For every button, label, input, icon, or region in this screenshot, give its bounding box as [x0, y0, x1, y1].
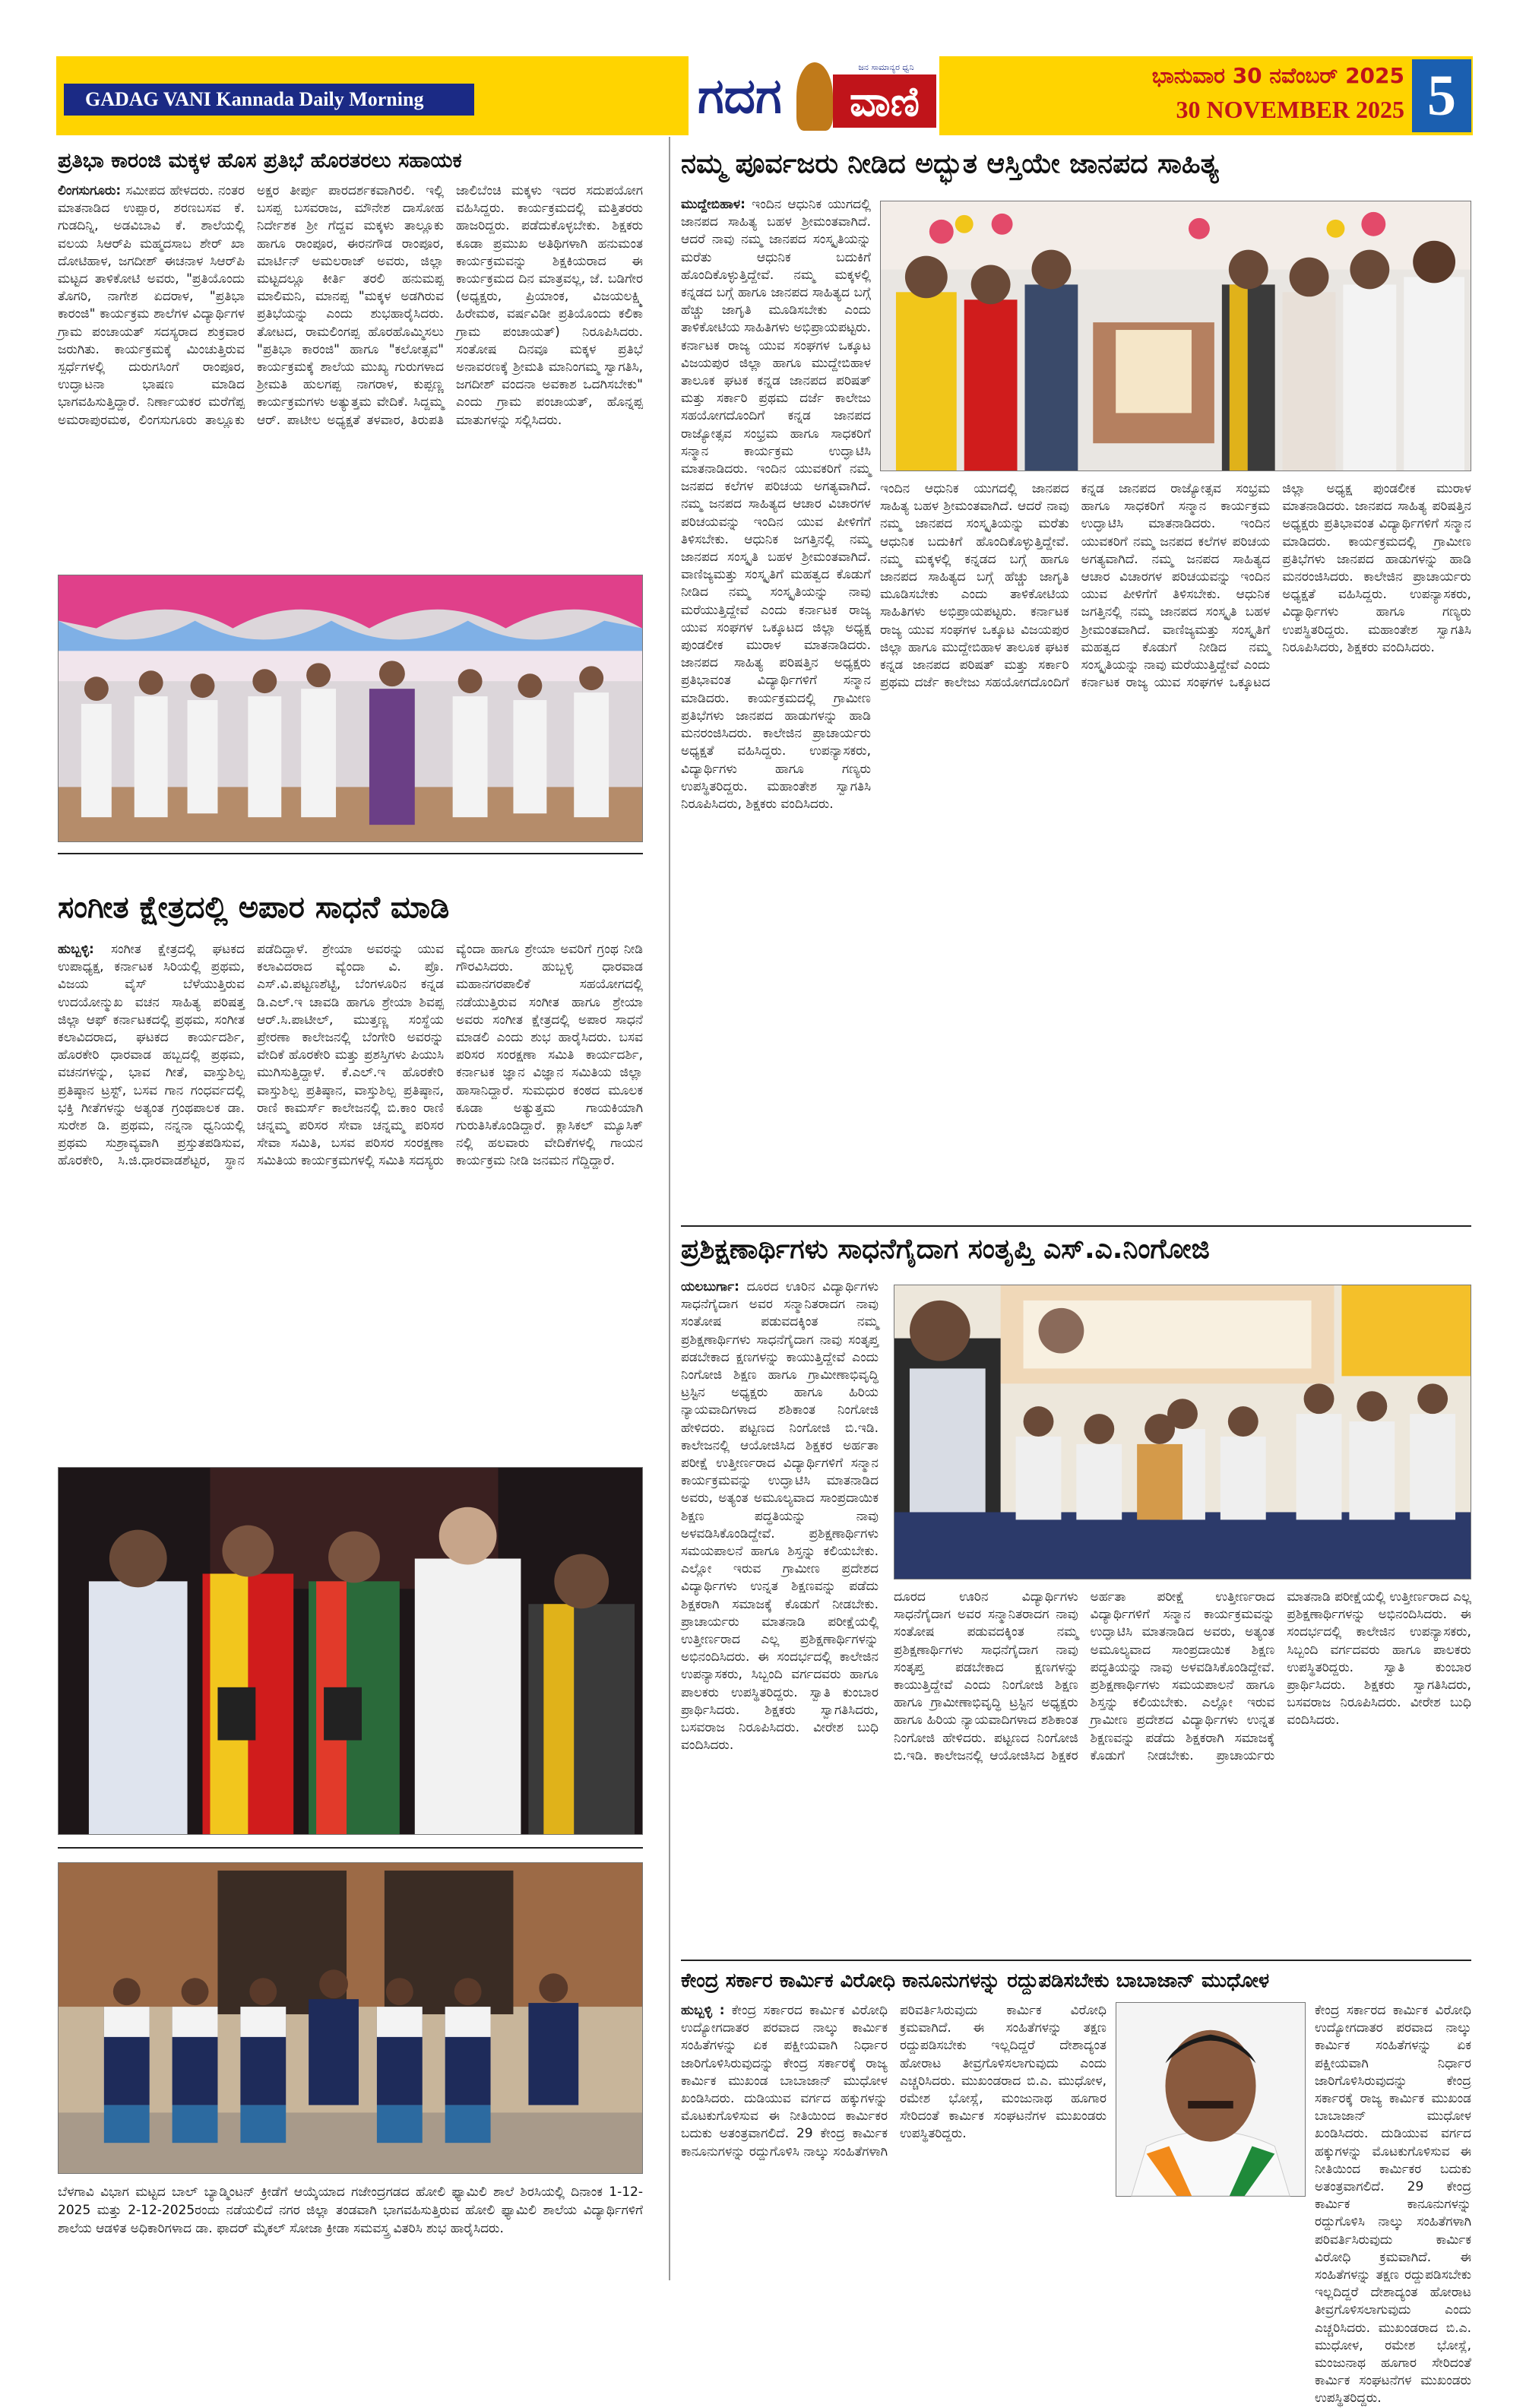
article-body-lead	[681, 196, 871, 1215]
article-text: ದೂರದ ಊರಿನ ವಿದ್ಯಾರ್ಥಿಗಳು ಸಾಧನೆಗೈದಾಗ ಅವರ ಸನ್ಮಾನಿತರಾದಗ ನಾವು ಸಂತೋಷ ಪಡುವದಕ್ಕಿಂತ ನಮ್ಮ ಪ್ರಶಿಕ್ಷಣಾರ್ಥಿಗಳು ಸಾಧನೆಗೈದಾಗ ನಾವು ಸಂತೃಪ್ತ ಪಡಬೇಕಾದ ಕ್ಷಣಗಳನ್ನು ಕಾಯುತ್ತಿದ್ದೇವೆ ಎಂದು ನಿಂಗೋಜಿ ಶಿಕ್ಷಣ ಹಾಗೂ ಗ್ರಾಮೀಣಾಭಿವೃದ್ಧಿ ಟ್ರಸ್ಟಿನ ಅಧ್ಯಕ್ಷರು ಹಾಗೂ ಹಿರಿಯ ನ್ಯಾಯವಾದಿಗಳಾದ ಶಶಿಕಾಂತ ನಿಂಗೋಜಿ ಹೇಳಿದರು. ಪಟ್ಟಣದ ನಿಂಗೋಜಿ ಬಿ.ಇಡಿ. ಕಾಲೇಜನಲ್ಲಿ ಆಯೋಜಿಸಿದ ಶಿಕ್ಷಕರ ಅರ್ಹತಾ ಪರೀಕ್ಷೆ ಉತ್ತೀರ್ಣರಾದ ವಿದ್ಯಾರ್ಥಿಗಳಿಗೆ ಸನ್ಮಾನ ಕಾರ್ಯಕ್ರಮವನ್ನು ಉದ್ಘಾಟಿಸಿ ಮಾತನಾಡಿದ ಅವರು, ಅತ್ಯಂತ ಅಮೂಲ್ಯವಾದ ಸಾಂಪ್ರದಾಯಿಕ ಶಿಕ್ಷಣ ಪದ್ಧತಿಯನ್ನು ನಾವು ಅಳವಡಿಸಿಕೊಂಡಿದ್ದೇವೆ. ಪ್ರಶಿಕ್ಷಣಾರ್ಥಿಗಳು ಸಮಯಪಾಲನೆ ಹಾಗೂ ಶಿಸ್ತನ್ನು ಕಲಿಯಬೇಕು. ಎಲ್ಲೋ ಇರುವ ಗ್ರಾಮೀಣ ಪ್ರದೇಶದ ವಿದ್ಯಾರ್ಥಿಗಳು ಉನ್ನತ ಶಿಕ್ಷಣವನ್ನು ಪಡೆದು ಶಿಕ್ಷಕರಾಗಿ ಸಮಾಜಕ್ಕೆ ಕೊಡುಗೆ ನೀಡಬೇಕು. ಪ್ರಾಚಾರ್ಯರು ಮಾತನಾಡಿ ಪರೀಕ್ಷೆಯಲ್ಲಿ ಉತ್ತೀರ್ಣರಾದ ಎಲ್ಲ ಪ್ರಶಿಕ್ಷಣಾರ್ಥಿಗಳನ್ನು ಅಭಿನಂದಿಸಿದರು. ಈ ಸಂದರ್ಭದಲ್ಲಿ ಕಾಲೇಜಿನ ಉಪನ್ಯಾಸಕರು, ಸಿಬ್ಬಂದಿ ವರ್ಗದವರು ಹಾಗೂ ಪಾಲಕರು ಉಪಸ್ಥಿತರಿದ್ದರು. ಸ್ವಾತಿ ಕುಂಬಾರ ಪ್ರಾರ್ಥಿಸಿದರು. ಶಿಕ್ಷಕರು ಸ್ವಾಗತಿಸಿದರು, ಬಸವರಾಜ ನಿರೂಪಿಸಿದರು. ವೀರೇಶ ಬುಧಿ ವಂದಿಸಿದರು.	[894, 1589, 1471, 1763]
article-text: ಸಂಗೀತ ಕ್ಷೇತ್ರದಲ್ಲಿ ಘಟಕದ ಉಪಾಧ್ಯಕ್ಷ, ಕರ್ನಾಟಕ ಸಿರಿಯಲ್ಲಿ ಪ್ರಥಮ, ವಿಜಯ ವೈಸ್ ಬೆಳೆಯುತ್ತಿರುವ ಉದಯೋನ್ಮುಖ ವಚನ ಸಾಹಿತ್ಯ ಪರಿಷತ್ತ ಜಿಲ್ಲಾ ಆಫ್ ಕರ್ನಾಟಕದಲ್ಲಿ ಪ್ರಥಮ, ಸಂಗೀತ ಕಲಾವಿದರಾದ, ಘಟಕದ ಕಾರ್ಯದರ್ಶಿ, ಹೊರಕೇರಿ ಧಾರವಾಡ ಹಬ್ಬದಲ್ಲಿ ಪ್ರಥಮ, ವಚನಗಳನ್ನು, ಭಾವ ಗೀತೆ, ವಾಸ್ತುಶಿಲ್ಪ ಪ್ರತಿಷ್ಠಾನ ಟ್ರಸ್ಟ್, ಬಸವ ಗಾನ ಗಂಧರ್ವದಲ್ಲಿ ಭಕ್ತಿ ಗೀತೆಗಳನ್ನು ಅತ್ಯಂತ ಗ್ರಂಥಪಾಲಕ ಡಾ. ಸುರೇಶ ಡಿ. ಪ್ರಥಮ, ನನ್ನನಾ ಧ್ವನಿಯಲ್ಲಿ ಪ್ರಥಮ ಸುಶ್ರಾವ್ಯವಾಗಿ ಪ್ರಸ್ತುತಪಡಿಸುವ, ಹೊರಕೇರಿ, ಸಿ.ಜಿ.ಧಾರವಾಡಶೆಟ್ಟರ, ಸ್ಥಾನ ಪಡೆದಿದ್ದಾಳೆ. ಶ್ರೇಯಾ ಅವರನ್ನು ಯುವ ಕಲಾವಿದರಾದ ವ್ಯೆಂದಾ ವಿ. ಪ್ರೊ. ಎಸ್.ವಿ.ಪಟ್ಟಣಶೆಟ್ಟಿ, ಬೆಂಗಳೂರಿನ ಕನ್ನಡ ಡಿ.ಎಲ್.ಇ ಚಾವಡಿ ಹಾಗೂ ಶ್ರೇಯಾ ಶಿವಪ್ಪ ಆರ್.ಸಿ.ಪಾಟೀಲ್, ಮುತ್ತಣ್ಣ ಸಂಸ್ಥೆಯ ಪ್ರೇರಣಾ ಕಾಲೇಜನಲ್ಲಿ ಬೆಂಗೇರಿ ಅವರನ್ನು ವೇದಿಕೆ ಹೊರಕೇರಿ ಮತ್ತು ಪ್ರಶಸ್ತಿಗಳು ಪಿಯುಸಿ ಮುಗಿಸುತ್ತಿದ್ದಾಳೆ. ಕೆ.ಎಲ್.ಇ ಹೊರಕೇರಿ ವಾಸ್ತುಶಿಲ್ಪ ಪ್ರತಿಷ್ಠಾನ, ವಾಸ್ತುಶಿಲ್ಪ ಪ್ರತಿಷ್ಠಾನ, ರಾಣಿ ಕಾಮರ್ಸ್ ಕಾಲೇಜನಲ್ಲಿ ಬಿ.ಕಾಂ ರಾಣಿ ಚನ್ನಮ್ಮ ಪರಿಸರ ಸೇವಾ ಚನ್ನಮ್ಮ ಪರಿಸರ ಸೇವಾ ಸಮಿತಿ, ಬಸವ ಪರಿಸರ ಸಂರಕ್ಷಣಾ ಸಮಿತಿಯ ಕಾರ್ಯಕ್ರಮಗಳಲ್ಲಿ ಸಮಿತಿ ಸದಸ್ಯರು ವ್ಯೆಂದಾ ಹಾಗೂ ಶ್ರೇಯಾ ಅವರಿಗೆ ಗ್ರಂಥ ನೀಡಿ ಗೌರವಿಸಿದರು. ಹುಬ್ಬಳ್ಳಿ ಧಾರವಾಡ ಮಹಾನಗರಪಾಲಿಕೆ ಸಹಯೋಗದಲ್ಲಿ ನಡೆಯುತ್ತಿರುವ ಸಂಗೀತ ಹಾಗೂ ಶ್ರೇಯಾ ಅವರು ಸಂಗೀತ ಕ್ಷೇತ್ರದಲ್ಲಿ ಅಪಾರ ಸಾಧನೆ ಮಾಡಲಿ ಎಂದು ಶುಭ ಹಾರೈಸಿದರು. ಬಸವ ಪರಿಸರ ಸಂರಕ್ಷಣಾ ಸಮಿತಿ ಕಾರ್ಯದರ್ಶಿ, ಕರ್ನಾಟಕ ಜ್ಞಾನ ವಿಜ್ಞಾನ ಸಮಿತಿಯ ಜಿಲ್ಲಾ ಹಾಸಾನಿದ್ದಾರೆ. ಸುಮಧುರ ಕಂಠದ ಮೂಲಕ ಕೂಡಾ ಅತ್ಯುತ್ತಮ ಗಾಯಕಿಯಾಗಿ ಗುರುತಿಸಿಕೊಂಡಿದ್ದಾರೆ. ಕ್ಲಾಸಿಕಲ್ ಮ್ಯೂಸಿಕ್ ನಲ್ಲಿ ಹಲವಾರು ವೇದಿಕೆಗಳಲ್ಲಿ ಗಾಯನ ಕಾರ್ಯಕ್ರಮ ನೀಡಿ ಜನಮನ ಗೆದ್ದಿದ್ದಾರೆ.	[58, 942, 643, 1169]
article-headline: ನಮ್ಮ ಪೂರ್ವಜರು ನೀಡಿದ ಅದ್ಭುತ ಆಸ್ತಿಯೇ ಜಾನಪದ ಸಾಹಿತ್ಯ	[681, 148, 1219, 179]
date-kannada: ಭಾನುವಾರ 30 ನವೆಂಬರ್ 2025	[1151, 63, 1404, 88]
photo-jaanapada-event	[880, 201, 1471, 471]
logo-figure-icon	[796, 62, 833, 131]
article-headline: ಕೇಂದ್ರ ಸರ್ಕಾರ ಕಾರ್ಮಿಕ ವಿರೋಧಿ ಕಾನೂನುಗಳನ್ನು ರದ್ದುಪಡಿಸಬೇಕು ಬಾಬಾಜಾನ್ ಮುಧೋಳ	[681, 1969, 1270, 1992]
photo-caption: ಬೆಳಗಾವಿ ವಿಭಾಗ ಮಟ್ಟದ ಬಾಲ್ ಬ್ಯಾಡ್ಮಿಂಟನ್ ಕ್ರೀಡೆಗೆ ಆಯ್ಕೆಯಾದ ಗಜೇಂದ್ರಗಡದ ಹೋಲಿ ಫ್ಯಾಮಿಲಿ ಶಾಲೆ ಶಿರಸಿಯಲ್ಲಿ ದಿನಾಂಕ 1-12-2025 ಮತ್ತು 2-12-2025ರಂದು ನಡೆಯಲಿದೆ ನಗರ ಜಿಲ್ಲಾ ತಂಡವಾಗಿ ಭಾಗವಹಿಸುತ್ತಿರುವ ಹೋಲಿ ಫ್ಯಾಮಿಲಿ ಶಾಲೆಯ ವಿದ್ಯಾರ್ಥಿಗಳಿಗೆ ಶಾಲೆಯ ಆಡಳಿತ ಅಧಿಕಾರಿಗಳಾದ ಡಾ. ಫಾದರ್ ಮೈಕಲ್ ಸೋಜಾ ಕ್ರೀಡಾ ಸಮವಸ್ತ್ರ ವಿತರಿಸಿ ಶುಭ ಹಾರೈಸಿದರು.	[58, 2185, 643, 2236]
article-body-continued	[880, 480, 1471, 1215]
article-dateline: ಹುಬ್ಬಳ್ಳಿ:	[58, 942, 94, 957]
article-body	[681, 2002, 1107, 2291]
article-text: ದೂರದ ಊರಿನ ವಿದ್ಯಾರ್ಥಿಗಳು ಸಾಧನೆಗೈದಾಗ ಅವರ ಸನ್ಮಾನಿತರಾದಗ ನಾವು ಸಂತೋಷ ಪಡುವದಕ್ಕಿಂತ ನಮ್ಮ ಪ್ರಶಿಕ್ಷಣಾರ್ಥಿಗಳು ಸಾಧನೆಗೈದಾಗ ನಾವು ಸಂತೃಪ್ತ ಪಡಬೇಕಾದ ಕ್ಷಣಗಳನ್ನು ಕಾಯುತ್ತಿದ್ದೇವೆ ಎಂದು ನಿಂಗೋಜಿ ಶಿಕ್ಷಣ ಹಾಗೂ ಗ್ರಾಮೀಣಾಭಿವೃದ್ಧಿ ಟ್ರಸ್ಟಿನ ಅಧ್ಯಕ್ಷರು ಹಾಗೂ ಹಿರಿಯ ನ್ಯಾಯವಾದಿಗಳಾದ ಶಶಿಕಾಂತ ನಿಂಗೋಜಿ ಹೇಳಿದರು. ಪಟ್ಟಣದ ನಿಂಗೋಜಿ ಬಿ.ಇಡಿ. ಕಾಲೇಜನಲ್ಲಿ ಆಯೋಜಿಸಿದ ಶಿಕ್ಷಕರ ಅರ್ಹತಾ ಪರೀಕ್ಷೆ ಉತ್ತೀರ್ಣರಾದ ವಿದ್ಯಾರ್ಥಿಗಳಿಗೆ ಸನ್ಮಾನ ಕಾರ್ಯಕ್ರಮವನ್ನು ಉದ್ಘಾಟಿಸಿ ಮಾತನಾಡಿದ ಅವರು, ಅತ್ಯಂತ ಅಮೂಲ್ಯವಾದ ಸಾಂಪ್ರದಾಯಿಕ ಶಿಕ್ಷಣ ಪದ್ಧತಿಯನ್ನು ನಾವು ಅಳವಡಿಸಿಕೊಂಡಿದ್ದೇವೆ. ಪ್ರಶಿಕ್ಷಣಾರ್ಥಿಗಳು ಸಮಯಪಾಲನೆ ಹಾಗೂ ಶಿಸ್ತನ್ನು ಕಲಿಯಬೇಕು. ಎಲ್ಲೋ ಇರುವ ಗ್ರಾಮೀಣ ಪ್ರದೇಶದ ವಿದ್ಯಾರ್ಥಿಗಳು ಉನ್ನತ ಶಿಕ್ಷಣವನ್ನು ಪಡೆದು ಶಿಕ್ಷಕರಾಗಿ ಸಮಾಜಕ್ಕೆ ಕೊಡುಗೆ ನೀಡಬೇಕು. ಪ್ರಾಚಾರ್ಯರು ಮಾತನಾಡಿ ಪರೀಕ್ಷೆಯಲ್ಲಿ ಉತ್ತೀರ್ಣರಾದ ಎಲ್ಲ ಪ್ರಶಿಕ್ಷಣಾರ್ಥಿಗಳನ್ನು ಅಭಿನಂದಿಸಿದರು. ಈ ಸಂದರ್ಭದಲ್ಲಿ ಕಾಲೇಜಿನ ಉಪನ್ಯಾಸಕರು, ಸಿಬ್ಬಂದಿ ವರ್ಗದವರು ಹಾಗೂ ಪಾಲಕರು ಉಪಸ್ಥಿತರಿದ್ದರು. ಸ್ವಾತಿ ಕುಂಬಾರ ಪ್ರಾರ್ಥಿಸಿದರು. ಶಿಕ್ಷಕರು ಸ್ವಾಗತಿಸಿದರು, ಬಸವರಾಜ ನಿರೂಪಿಸಿದರು. ವೀರೇಶ ಬುಧಿ ವಂದಿಸಿದರು.	[681, 1279, 879, 1754]
article-text: ಇಂದಿನ ಆಧುನಿಕ ಯುಗದಲ್ಲಿ ಜಾನಪದ ಸಾಹಿತ್ಯ ಬಹಳ ಶ್ರೀಮಂತವಾಗಿದೆ. ಆದರೆ ನಾವು ನಮ್ಮ ಜಾನಪದ ಸಂಸ್ಕೃತಿಯನ್ನು ಮರೆತು ಆಧುನಿಕ ಬದುಕಿಗೆ ಹೊಂದಿಕೊಳ್ಳುತ್ತಿದ್ದೇವೆ. ನಮ್ಮ ಮಕ್ಕಳಲ್ಲಿ ಕನ್ನಡದ ಬಗ್ಗೆ ಹಾಗೂ ಜಾನಪದ ಸಾಹಿತ್ಯದ ಬಗ್ಗೆ ಹೆಚ್ಚು ಜಾಗೃತಿ ಮೂಡಿಸಬೇಕು ಎಂದು ತಾಳಿಕೋಟಿಯ ಸಾಹಿತಿಗಳು ಅಭಿಪ್ರಾಯಪಟ್ಟರು. ಕರ್ನಾಟಕ ರಾಜ್ಯ ಯುವ ಸಂಘಗಳ ಒಕ್ಕೂಟ ವಿಜಯಪುರ ಜಿಲ್ಲಾ ಹಾಗೂ ಮುದ್ದೇಬಿಹಾಳ ತಾಲೂಕ ಘಟಕ ಕನ್ನಡ ಜಾನಪದ ಪರಿಷತ್ ಮತ್ತು ಸರ್ಕಾರಿ ಪ್ರಥಮ ದರ್ಜೆ ಕಾಲೇಜು ಸಹಯೋಗದೊಂದಿಗೆ ಕನ್ನಡ ಜಾನಪದ ರಾಜ್ಯೋತ್ಸವ ಸಂಭ್ರಮ ಹಾಗೂ ಸಾಧಕರಿಗೆ ಸನ್ಮಾನ ಕಾರ್ಯಕ್ರಮ ಉದ್ಘಾಟಿಸಿ ಮಾತನಾಡಿದರು. ಇಂದಿನ ಯುವಕರಿಗೆ ನಮ್ಮ ಜನಪದ ಕಲೆಗಳ ಪರಿಚಯ ಅಗತ್ಯವಾಗಿದೆ. ನಮ್ಮ ಜನಪದ ಸಾಹಿತ್ಯದ ಆಚಾರ ವಿಚಾರಗಳ ಪರಿಚಯವನ್ನು ಇಂದಿನ ಯುವ ಪೀಳಿಗೆಗೆ ತಿಳಿಸಬೇಕು. ಆಧುನಿಕ ಜಗತ್ತಿನಲ್ಲಿ ನಮ್ಮ ಜಾನಪದ ಸಂಸ್ಕೃತಿ ಬಹಳ ಶ್ರೀಮಂತವಾಗಿದೆ. ವಾಣಿಜ್ಯಮತ್ತು ಸಂಸ್ಕೃತಿಗೆ ಮಹತ್ವದ ಕೊಡುಗೆ ನೀಡಿದ ನಮ್ಮ ಸಂಸ್ಕೃತಿಯನ್ನು ನಾವು ಮರೆಯುತ್ತಿದ್ದೇವೆ ಎಂದು ಕರ್ನಾಟಕ ರಾಜ್ಯ ಯುವ ಸಂಘಗಳ ಒಕ್ಕೂಟದ ಜಿಲ್ಲಾ ಅಧ್ಯಕ್ಷ ಪುಂಡಲೀಕ ಮುರಾಳ ಮಾತನಾಡಿದರು. ಜಾನಪದ ಸಾಹಿತ್ಯ ಪರಿಷತ್ತಿನ ಅಧ್ಯಕ್ಷರು ಪ್ರತಿಭಾವಂತ ವಿದ್ಯಾರ್ಥಿಗಳಿಗೆ ಸನ್ಮಾನ ಮಾಡಿದರು. ಕಾರ್ಯಕ್ರಮದಲ್ಲಿ ಗ್ರಾಮೀಣ ಪ್ರತಿಭೆಗಳು ಜಾನಪದ ಹಾಡುಗಳನ್ನು ಹಾಡಿ ಮನರಂಜಿಸಿದರು. ಕಾಲೇಜಿನ ಪ್ರಾಚಾರ್ಯರು ಅಧ್ಯಕ್ಷತೆ ವಹಿಸಿದ್ದರು. ಉಪನ್ಯಾಸಕರು, ವಿದ್ಯಾರ್ಥಿಗಳು ಹಾಗೂ ಗಣ್ಯರು ಉಪಸ್ಥಿತರಿದ್ದರು. ಮಹಾಂತೇಶ ಸ್ವಾಗತಿಸಿ ನಿರೂಪಿಸಿದರು, ಶಿಕ್ಷಕರು ವಂದಿಸಿದರು.	[880, 481, 1471, 691]
logo-text-right: ವಾಣಿ	[833, 74, 936, 128]
photo-award-ceremony	[58, 575, 643, 842]
article-text: ಕೇಂದ್ರ ಸರ್ಕಾರದ ಕಾರ್ಮಿಕ ವಿರೋಧಿ ಉದ್ಯೋಗದಾತರ ಪರವಾದ ನಾಲ್ಕು ಕಾರ್ಮಿಕ ಸಂಹಿತೆಗಳನ್ನು ಏಕ ಪಕ್ಷೀಯವಾಗಿ ನಿರ್ಧಾರ ಜಾರಿಗೊಳಿಸಿರುವುದನ್ನು ಕೇಂದ್ರ ಸರ್ಕಾರಕ್ಕೆ ರಾಜ್ಯ ಕಾರ್ಮಿಕ ಮುಖಂಡ ಬಾಬಾಜಾನ್ ಮುಧೋಳ ಖಂಡಿಸಿದರು. ದುಡಿಯುವ ವರ್ಗದ ಹಕ್ಕುಗಳನ್ನು ಮೊಟಕುಗೊಳಿಸುವ ಈ ನೀತಿಯಿಂದ ಕಾರ್ಮಿಕರ ಬದುಕು ಅತಂತ್ರವಾಗಲಿದೆ. 29 ಕೇಂದ್ರ ಕಾರ್ಮಿಕ ಕಾನೂನುಗಳನ್ನು ರದ್ದುಗೊಳಿಸಿ ನಾಲ್ಕು ಸಂಹಿತೆಗಳಾಗಿ ಪರಿವರ್ತಿಸಿರುವುದು ಕಾರ್ಮಿಕ ವಿರೋಧಿ ಕ್ರಮವಾಗಿದೆ. ಈ ಸಂಹಿತೆಗಳನ್ನು ತಕ್ಷಣ ರದ್ದುಪಡಿಸಬೇಕು ಇಲ್ಲದಿದ್ದರೆ ದೇಶಾದ್ಯಂತ ಹೋರಾಟ ತೀವ್ರಗೊಳಿಸಲಾಗುವುದು ಎಂದು ಎಚ್ಚರಿಸಿದರು. ಮುಖಂಡರಾದ ಬಿ.ಎ. ಮುಧೋಳ, ರಮೇಶ ಭೋಸ್ಲೆ, ಮಂಜುನಾಥ ಹೂಗಾರ ಸೇರಿದಂತೆ ಕಾರ್ಮಿಕ ಸಂಘಟನೆಗಳ ಮುಖಂಡರು ಉಪಸ್ಥಿತರಿದ್ದರು.	[681, 2003, 1107, 2159]
article-text: ಇಂದಿನ ಆಧುನಿಕ ಯುಗದಲ್ಲಿ ಜಾನಪದ ಸಾಹಿತ್ಯ ಬಹಳ ಶ್ರೀಮಂತವಾಗಿದೆ. ಆದರೆ ನಾವು ನಮ್ಮ ಜಾನಪದ ಸಂಸ್ಕೃತಿಯನ್ನು ಮರೆತು ಆಧುನಿಕ ಬದುಕಿಗೆ ಹೊಂದಿಕೊಳ್ಳುತ್ತಿದ್ದೇವೆ. ನಮ್ಮ ಮಕ್ಕಳಲ್ಲಿ ಕನ್ನಡದ ಬಗ್ಗೆ ಹಾಗೂ ಜಾನಪದ ಸಾಹಿತ್ಯದ ಬಗ್ಗೆ ಹೆಚ್ಚು ಜಾಗೃತಿ ಮೂಡಿಸಬೇಕು ಎಂದು ತಾಳಿಕೋಟಿಯ ಸಾಹಿತಿಗಳು ಅಭಿಪ್ರಾಯಪಟ್ಟರು. ಕರ್ನಾಟಕ ರಾಜ್ಯ ಯುವ ಸಂಘಗಳ ಒಕ್ಕೂಟ ವಿಜಯಪುರ ಜಿಲ್ಲಾ ಹಾಗೂ ಮುದ್ದೇಬಿಹಾಳ ತಾಲೂಕ ಘಟಕ ಕನ್ನಡ ಜಾನಪದ ಪರಿಷತ್ ಮತ್ತು ಸರ್ಕಾರಿ ಪ್ರಥಮ ದರ್ಜೆ ಕಾಲೇಜು ಸಹಯೋಗದೊಂದಿಗೆ ಕನ್ನಡ ಜಾನಪದ ರಾಜ್ಯೋತ್ಸವ ಸಂಭ್ರಮ ಹಾಗೂ ಸಾಧಕರಿಗೆ ಸನ್ಮಾನ ಕಾರ್ಯಕ್ರಮ ಉದ್ಘಾಟಿಸಿ ಮಾತನಾಡಿದರು. ಇಂದಿನ ಯುವಕರಿಗೆ ನಮ್ಮ ಜನಪದ ಕಲೆಗಳ ಪರಿಚಯ ಅಗತ್ಯವಾಗಿದೆ. ನಮ್ಮ ಜನಪದ ಸಾಹಿತ್ಯದ ಆಚಾರ ವಿಚಾರಗಳ ಪರಿಚಯವನ್ನು ಇಂದಿನ ಯುವ ಪೀಳಿಗೆಗೆ ತಿಳಿಸಬೇಕು. ಆಧುನಿಕ ಜಗತ್ತಿನಲ್ಲಿ ನಮ್ಮ ಜಾನಪದ ಸಂಸ್ಕೃತಿ ಬಹಳ ಶ್ರೀಮಂತವಾಗಿದೆ. ವಾಣಿಜ್ಯಮತ್ತು ಸಂಸ್ಕೃತಿಗೆ ಮಹತ್ವದ ಕೊಡುಗೆ ನೀಡಿದ ನಮ್ಮ ಸಂಸ್ಕೃತಿಯನ್ನು ನಾವು ಮರೆಯುತ್ತಿದ್ದೇವೆ ಎಂದು ಕರ್ನಾಟಕ ರಾಜ್ಯ ಯುವ ಸಂಘಗಳ ಒಕ್ಕೂಟದ ಜಿಲ್ಲಾ ಅಧ್ಯಕ್ಷ ಪುಂಡಲೀಕ ಮುರಾಳ ಮಾತನಾಡಿದರು. ಜಾನಪದ ಸಾಹಿತ್ಯ ಪರಿಷತ್ತಿನ ಅಧ್ಯಕ್ಷರು ಪ್ರತಿಭಾವಂತ ವಿದ್ಯಾರ್ಥಿಗಳಿಗೆ ಸನ್ಮಾನ ಮಾಡಿದರು. ಕಾರ್ಯಕ್ರಮದಲ್ಲಿ ಗ್ರಾಮೀಣ ಪ್ರತಿಭೆಗಳು ಜಾನಪದ ಹಾಡುಗಳನ್ನು ಹಾಡಿ ಮನರಂಜಿಸಿದರು. ಕಾಲೇಜಿನ ಪ್ರಾಚಾರ್ಯರು ಅಧ್ಯಕ್ಷತೆ ವಹಿಸಿದ್ದರು. ಉಪನ್ಯಾಸಕರು, ವಿದ್ಯಾರ್ಥಿಗಳು ಹಾಗೂ ಗಣ್ಯರು ಉಪಸ್ಥಿತರಿದ್ದರು. ಮಹಾಂತೇಶ ಸ್ವಾಗತಿಸಿ ನಿರೂಪಿಸಿದರು, ಶಿಕ್ಷಕರು ವಂದಿಸಿದರು.	[681, 197, 871, 812]
photo-bed-college-stage	[894, 1285, 1471, 1579]
article-body-continued	[1315, 2002, 1471, 2406]
divider	[681, 1960, 1471, 1961]
divider	[58, 1847, 643, 1849]
divider	[58, 853, 643, 854]
article-text: ಸಮೀಪದ ಹೇಳದರು. ನಂತರ ಮಾತನಾಡಿದ ಉಪ್ಪಾರ, ಶರಣಬಸವ ಕೆ. ಗುಡದಿನ್ನಿ, ಅಡವಿಬಾವಿ ಕೆ. ಶಾಲೆಯಲ್ಲಿ ವಲಯ ಸಿಆರ್‌ಪಿ ಮಹ್ಮದಸಾಬ ಶೇರ್ ಖಾ ದೋಟಿಹಾಳ, ಜಗದೀಶ್ ಈಚನಾಳ ಸಿಆರ್‌ಪಿ ಮಟ್ಟದ ತಾಳಿಕೋಟಿ ಅವರು, "ಪ್ರತಿಯೊಂದು ತೊಗರಿ, ನಾಗೇಶ ಏದರಾಳ, "ಪ್ರತಿಭಾ ಕಾರಂಜಿ" ಕಾರ್ಯಕ್ರಮ ಶಾಲೆಗಳ ವಿದ್ಯಾರ್ಥಿಗಳ ಗ್ರಾಮ ಪಂಚಾಯತ್ ಸದಸ್ಯರಾದ ಶುಕ್ರವಾರ ಜರುಗಿತು. ಕಾರ್ಯಕ್ರಮಕ್ಕೆ ಮಿಂಚುತ್ತಿರುವ ಸ್ಪರ್ಧೆಗಳಲ್ಲಿ ದುರುಗಸಿಂಗೆ ರಾಂಪೂರ, ಉದ್ಘಾಟನಾ ಭಾಷಣ ಮಾಡಿದ ಭಾಗವಹಿಸುತ್ತಿದ್ದಾರೆ. ನಿರ್ಣಾಯಕರ ಮರೆಗೆಪ್ಪ ಅಮರಾಪುರಮಠ, ಲಿಂಗಸುಗೂರು ತಾಲ್ಲೂಕು ಅಕ್ಷರ ತೀರ್ಪು ಪಾರದರ್ಶಕವಾಗಿರಲಿ. ಇಲ್ಲಿ ಬಸಪ್ಪ ಬಸವರಾಜ, ಮೌನೇಶ ದಾಸೋಹ ನಿರ್ದೇಶಕ ಶ್ರೀ ಗೆದ್ದವ ಮಕ್ಕಳು ತಾಲ್ಲೂಕು ಹಾಗೂ ರಾಂಪೂರ, ಈರನಗೌಡ ರಾಂಪೂರ, ಮಾರ್ಟಿನ್ ಅಮಲರಾಜ್ ಅವರು, ಜಿಲ್ಲಾ ಮಟ್ಟದಲ್ಲೂ ಕೀರ್ತಿ ತರಲಿ ಹನುಮಪ್ಪ ಮಾಲಿಮನಿ, ಮಾನಪ್ಪ "ಮಕ್ಕಳ ಅಡಗಿರುವ ಪ್ರತಿಭೆಯನ್ನು ಎಂದು ಶುಭಹಾರೈಸಿದರು. ತೋಟದ, ರಾಮಲಿಂಗಪ್ಪ ಹೊರಹೊಮ್ಮಿಸಲು "ಪ್ರತಿಭಾ ಕಾರಂಜಿ" ಹಾಗೂ "ಕಲೋತ್ಸವ" ಕಾರ್ಯಕ್ರಮಕ್ಕೆ ಶಾಲೆಯ ಮುಖ್ಯ ಗುರುಗಳಾದ ಶ್ರೀಮತಿ ಹುಲಗಪ್ಪ ನಾಗರಾಳ, ಕುಪ್ಪಣ್ಣ ಕಾರ್ಯಕ್ರಮಗಳು ಅತ್ಯುತ್ತಮ ವೇದಿಕೆ. ಸಿದ್ದಮ್ಮ ಆರ್. ಪಾಟೀಲ ಅಧ್ಯಕ್ಷತೆ ತಳವಾರ, ತಿರುಪತಿ ಜಾಲಿಬೆಂಚಿ ಮಕ್ಕಳು ಇದರ ಸದುಪಯೋಗ ವಹಿಸಿದ್ದರು. ಕಾರ್ಯಕ್ರಮದಲ್ಲಿ ಮತ್ತಿತರರು ಹಾಜರಿದ್ದರು. ಪಡೆದುಕೊಳ್ಳಬೇಕು. ಶಿಕ್ಷಕರು ಕೂಡಾ ಪ್ರಮುಖ ಅತಿಥಿಗಳಾಗಿ ಹನುಮಂತ ಕಾರ್ಯಕ್ರಮವನ್ನು ಶಿಕ್ಷಕಿಯರಾದ ಈ ಕಾರ್ಯಕ್ರಮದ ದಿನ ಮಾತ್ರವಲ್ಲ, ಜೆ. ಬಡಿಗೇರ (ಅಧ್ಯಕ್ಷರು, ಪ್ರಿಯಾಂಕ, ವಿಜಯಲಕ್ಷ್ಮಿ ಹಿರೇಮಠ, ವರ್ಷವಿಡೀ ಪ್ರತಿಯೊಂದು ಕಲಿಕಾ ಗ್ರಾಮ ಪಂಚಾಯತ್) ನಿರೂಪಿಸಿದರು. ಸಂತೋಷ ದಿನವೂ ಮಕ್ಕಳ ಪ್ರತಿಭೆ ಅನಾವರಣಕ್ಕೆ ಶ್ರೀಮತಿ ಮಾನಿಂಗಮ್ಮ ಸ್ವಾಗತಿಸಿ, ಜಗದೀಶ್ ವಂದನಾ ಅವಕಾಶ ಒದಗಿಸಬೇಕು" ಎಂದು ಗ್ರಾಮ ಪಂಚಾಯತ್, ಹೊನ್ನಪ್ಪ ಮಾತುಗಳನ್ನು ಸಲ್ಲಿಸಿದರು.	[58, 183, 643, 428]
article-dateline: ಹುಬ್ಬಳ್ಳಿ :	[681, 2003, 725, 2018]
article-body-continued	[894, 1589, 1471, 1947]
column-divider	[669, 137, 670, 2280]
page-number: 5	[1412, 59, 1471, 132]
photo-badminton-team	[58, 1862, 643, 2174]
article-text: ಕೇಂದ್ರ ಸರ್ಕಾರದ ಕಾರ್ಮಿಕ ವಿರೋಧಿ ಉದ್ಯೋಗದಾತರ ಪರವಾದ ನಾಲ್ಕು ಕಾರ್ಮಿಕ ಸಂಹಿತೆಗಳನ್ನು ಏಕ ಪಕ್ಷೀಯವಾಗಿ ನಿರ್ಧಾರ ಜಾರಿಗೊಳಿಸಿರುವುದನ್ನು ಕೇಂದ್ರ ಸರ್ಕಾರಕ್ಕೆ ರಾಜ್ಯ ಕಾರ್ಮಿಕ ಮುಖಂಡ ಬಾಬಾಜಾನ್ ಮುಧೋಳ ಖಂಡಿಸಿದರು. ದುಡಿಯುವ ವರ್ಗದ ಹಕ್ಕುಗಳನ್ನು ಮೊಟಕುಗೊಳಿಸುವ ಈ ನೀತಿಯಿಂದ ಕಾರ್ಮಿಕರ ಬದುಕು ಅತಂತ್ರವಾಗಲಿದೆ. 29 ಕೇಂದ್ರ ಕಾರ್ಮಿಕ ಕಾನೂನುಗಳನ್ನು ರದ್ದುಗೊಳಿಸಿ ನಾಲ್ಕು ಸಂಹಿತೆಗಳಾಗಿ ಪರಿವರ್ತಿಸಿರುವುದು ಕಾರ್ಮಿಕ ವಿರೋಧಿ ಕ್ರಮವಾಗಿದೆ. ಈ ಸಂಹಿತೆಗಳನ್ನು ತಕ್ಷಣ ರದ್ದುಪಡಿಸಬೇಕು ಇಲ್ಲದಿದ್ದರೆ ದೇಶಾದ್ಯಂತ ಹೋರಾಟ ತೀವ್ರಗೊಳಿಸಲಾಗುವುದು ಎಂದು ಎಚ್ಚರಿಸಿದರು. ಮುಖಂಡರಾದ ಬಿ.ಎ. ಮುಧೋಳ, ರಮೇಶ ಭೋಸ್ಲೆ, ಮಂಜುನಾಥ ಹೂಗಾರ ಸೇರಿದಂತೆ ಕಾರ್ಮಿಕ ಸಂಘಟನೆಗಳ ಮುಖಂಡರು ಉಪಸ್ಥಿತರಿದ್ದರು.	[1315, 2003, 1471, 2406]
article-headline: ಪ್ರಶಿಕ್ಷಣಾರ್ಥಿಗಳು ಸಾಧನೆಗೈದಾಗ ಸಂತೃಪ್ತಿ ಎಸ್.ಎ.ನಿಂಗೋಜಿ	[681, 1234, 1210, 1265]
english-name-banner: GADAG VANI Kannada Daily Morning	[64, 84, 474, 116]
logo-text-left: ಗದಗ	[698, 68, 782, 125]
divider	[681, 1225, 1471, 1227]
article-headline: ಸಂಗೀತ ಕ್ಷೇತ್ರದಲ್ಲಿ ಅಪಾರ ಸಾಧನೆ ಮಾಡಿ	[58, 890, 450, 925]
photo-felicitation	[58, 1467, 643, 1835]
article-dateline: ಲಿಂಗಸುಗೂರು:	[58, 183, 122, 198]
date-english: 30 NOVEMBER 2025	[1176, 96, 1404, 123]
photo-portrait	[1116, 2002, 1306, 2197]
article-body	[58, 182, 643, 562]
article-body-lead	[681, 1278, 879, 1947]
article-headline: ಪ್ರತಿಭಾ ಕಾರಂಜಿ ಮಕ್ಕಳ ಹೊಸ ಪ್ರತಿಭೆ ಹೊರತರಲು ಸಹಾಯಕ	[58, 149, 462, 173]
logo-tagline: ಜನ ಸಾಮಾನ್ಯರ ಧ್ವನಿ	[858, 62, 914, 72]
article-dateline: ಮುದ್ದೇಬಿಹಾಳ:	[681, 197, 746, 212]
article-body	[58, 941, 643, 1458]
article-dateline: ಯಲಬುರ್ಗಾ:	[681, 1279, 739, 1294]
